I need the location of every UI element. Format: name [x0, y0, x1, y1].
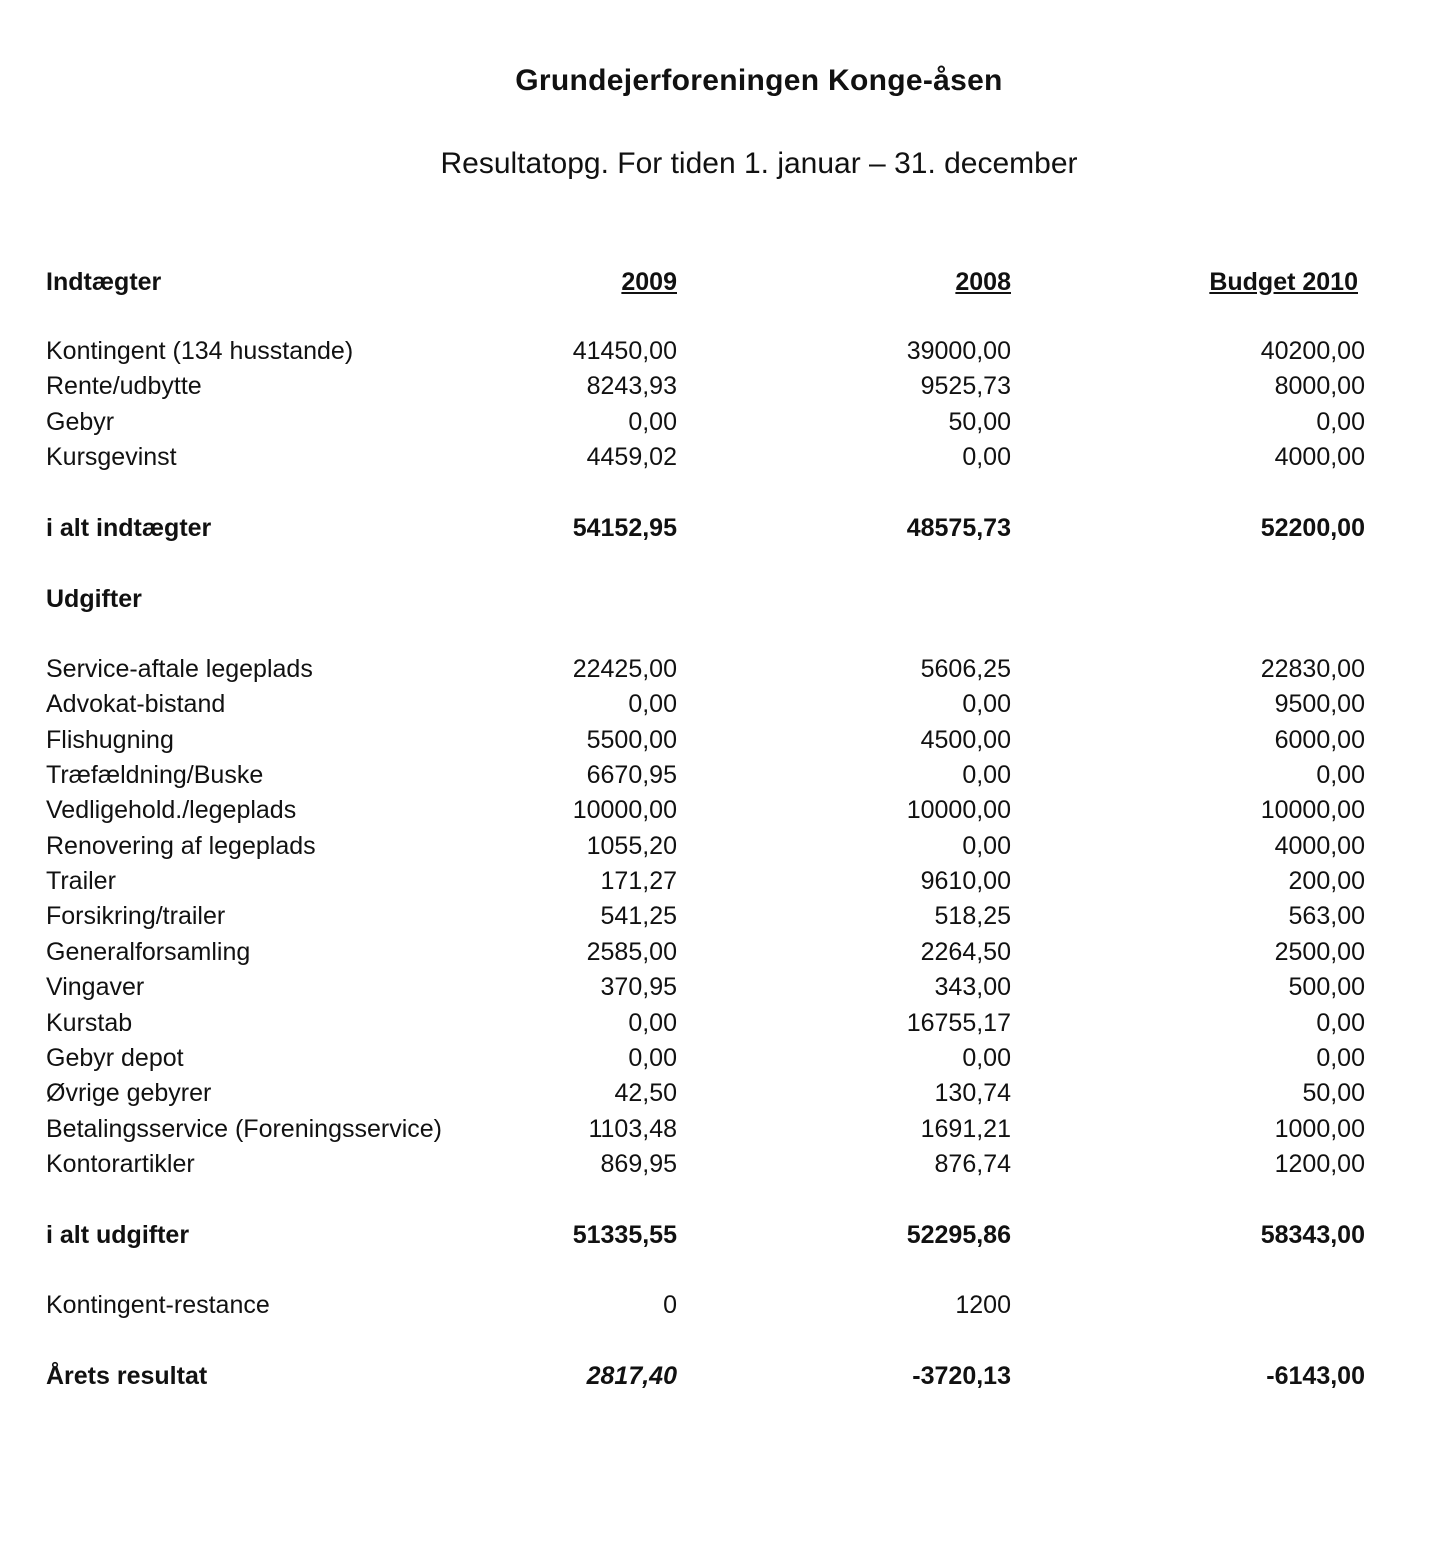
- expenses-heading-row: [0, 585, 1444, 619]
- value-2008: 39000,00: [906, 337, 1011, 365]
- value-budget-2010: 58343,00: [1260, 1221, 1365, 1249]
- value-budget-2010: 500,00: [1288, 973, 1365, 1001]
- expense-row: [0, 761, 1444, 795]
- row-label: Trailer: [46, 867, 116, 895]
- value-2008: 0,00: [962, 690, 1011, 718]
- result-row: [0, 1362, 1444, 1396]
- row-label: Årets resultat: [46, 1362, 208, 1390]
- row-label: Gebyr: [46, 408, 115, 436]
- row-label: Kontingent (134 husstande): [46, 337, 354, 365]
- value-budget-2010: 0,00: [1316, 408, 1365, 436]
- value-2009: 5500,00: [586, 726, 677, 754]
- value-2009: 10000,00: [572, 796, 677, 824]
- value-budget-2010: 52200,00: [1260, 514, 1365, 542]
- value-budget-2010: 8000,00: [1274, 372, 1365, 400]
- value-2008: 48575,73: [906, 514, 1011, 542]
- value-2009: 0,00: [628, 408, 677, 436]
- expense-row: [0, 1009, 1444, 1043]
- value-2009: 6670,95: [586, 761, 677, 789]
- income-row: [0, 372, 1444, 406]
- value-2008: 10000,00: [906, 796, 1011, 824]
- value-budget-2010: 200,00: [1288, 867, 1365, 895]
- row-label: Kursgevinst: [46, 443, 177, 471]
- value-2008: 0,00: [962, 1044, 1011, 1072]
- value-2009: 42,50: [614, 1079, 677, 1107]
- row-label: Advokat-bistand: [46, 690, 226, 718]
- value-2009: 8243,93: [586, 372, 677, 400]
- income-heading: Indtægter: [46, 268, 162, 296]
- expense-row: [0, 655, 1444, 689]
- value-2008: 9525,73: [920, 372, 1011, 400]
- row-label: Vedligehold./legeplads: [46, 796, 297, 824]
- row-label: Gebyr depot: [46, 1044, 184, 1072]
- value-2009: 171,27: [600, 867, 677, 895]
- expense-row: [0, 973, 1444, 1007]
- value-2008: 130,74: [934, 1079, 1011, 1107]
- value-2009: 0,00: [628, 1009, 677, 1037]
- column-header-2009: 2009: [621, 268, 677, 296]
- row-label: Service-aftale legeplads: [46, 655, 313, 683]
- column-header-budget-2010: Budget 2010: [1209, 268, 1358, 296]
- value-2008: 50,00: [948, 408, 1011, 436]
- value-2008: 16755,17: [906, 1009, 1011, 1037]
- row-label: Betalingsservice (Foreningsservice): [46, 1115, 442, 1143]
- value-2008: 876,74: [934, 1150, 1011, 1178]
- value-budget-2010: 9500,00: [1274, 690, 1365, 718]
- value-2008: -3720,13: [912, 1362, 1011, 1390]
- row-label: Forsikring/trailer: [46, 902, 226, 930]
- value-2009: 869,95: [600, 1150, 677, 1178]
- value-budget-2010: -6143,00: [1266, 1362, 1365, 1390]
- value-2009: 4459,02: [586, 443, 677, 471]
- row-label: Vingaver: [46, 973, 145, 1001]
- expenses-total-row: [0, 1221, 1444, 1255]
- value-2008: 5606,25: [920, 655, 1011, 683]
- row-label: Kontingent-restance: [46, 1291, 270, 1319]
- value-2008: 0,00: [962, 832, 1011, 860]
- value-2008: 343,00: [934, 973, 1011, 1001]
- value-2009: 541,25: [600, 902, 677, 930]
- value-2008: 4500,00: [920, 726, 1011, 754]
- value-2009: 1055,20: [586, 832, 677, 860]
- row-label: Træfældning/Buske: [46, 761, 264, 789]
- value-budget-2010: 0,00: [1316, 761, 1365, 789]
- row-label: i alt udgifter: [46, 1221, 190, 1249]
- expense-row: [0, 690, 1444, 724]
- income-row: [0, 443, 1444, 477]
- expense-row: [0, 1115, 1444, 1149]
- income-total-row: [0, 514, 1444, 548]
- value-budget-2010: 1200,00: [1274, 1150, 1365, 1178]
- value-budget-2010: 10000,00: [1260, 796, 1365, 824]
- value-2009: 0,00: [628, 690, 677, 718]
- document-subtitle: Resultatopg. For tiden 1. januar – 31. december: [440, 147, 1078, 180]
- expense-row: [0, 796, 1444, 830]
- value-2008: 0,00: [962, 761, 1011, 789]
- value-budget-2010: 50,00: [1302, 1079, 1365, 1107]
- row-label: Generalforsamling: [46, 938, 251, 966]
- expense-row: [0, 867, 1444, 901]
- value-2008: 518,25: [934, 902, 1011, 930]
- value-2009: 2585,00: [586, 938, 677, 966]
- value-2009: 0,00: [628, 1044, 677, 1072]
- expense-row: [0, 1150, 1444, 1184]
- expense-row: [0, 832, 1444, 866]
- row-label: Øvrige gebyrer: [46, 1079, 212, 1107]
- value-budget-2010: 4000,00: [1274, 832, 1365, 860]
- value-budget-2010: 4000,00: [1274, 443, 1365, 471]
- income-row: [0, 408, 1444, 442]
- value-budget-2010: 0,00: [1316, 1044, 1365, 1072]
- value-budget-2010: 22830,00: [1260, 655, 1365, 683]
- row-label: Kontorartikler: [46, 1150, 195, 1178]
- value-budget-2010: 563,00: [1288, 902, 1365, 930]
- value-budget-2010: 0,00: [1316, 1009, 1365, 1037]
- row-label: Renovering af legeplads: [46, 832, 316, 860]
- value-2008: 1200: [955, 1291, 1011, 1319]
- value-2008: 2264,50: [920, 938, 1011, 966]
- value-budget-2010: 2500,00: [1274, 938, 1365, 966]
- value-budget-2010: 1000,00: [1274, 1115, 1365, 1143]
- row-label: Kurstab: [46, 1009, 133, 1037]
- value-2009: 1103,48: [588, 1115, 677, 1143]
- value-2009: 0: [663, 1291, 677, 1319]
- column-header-row: [0, 268, 1444, 302]
- row-label: Rente/udbytte: [46, 372, 202, 400]
- income-row: [0, 337, 1444, 371]
- restance-row: [0, 1291, 1444, 1325]
- value-2009: 2817,40: [586, 1362, 677, 1390]
- expense-row: [0, 1079, 1444, 1113]
- value-2008: 0,00: [962, 443, 1011, 471]
- value-2009: 41450,00: [572, 337, 677, 365]
- value-2009: 370,95: [600, 973, 677, 1001]
- row-label: i alt indtægter: [46, 514, 212, 542]
- value-2008: 1691,21: [920, 1115, 1011, 1143]
- expense-row: [0, 938, 1444, 972]
- column-header-2008: 2008: [955, 268, 1011, 296]
- value-2009: 51335,55: [572, 1221, 677, 1249]
- expense-row: [0, 902, 1444, 936]
- expense-row: [0, 726, 1444, 760]
- value-2009: 54152,95: [572, 514, 677, 542]
- value-2009: 22425,00: [572, 655, 677, 683]
- expense-row: [0, 1044, 1444, 1078]
- value-budget-2010: 6000,00: [1274, 726, 1365, 754]
- document-title: Grundejerforeningen Konge-åsen: [515, 64, 1003, 97]
- value-2008: 9610,00: [920, 867, 1011, 895]
- value-budget-2010: 40200,00: [1260, 337, 1365, 365]
- expenses-heading: Udgifter: [46, 585, 142, 613]
- row-label: Flishugning: [46, 726, 174, 754]
- value-2008: 52295,86: [906, 1221, 1011, 1249]
